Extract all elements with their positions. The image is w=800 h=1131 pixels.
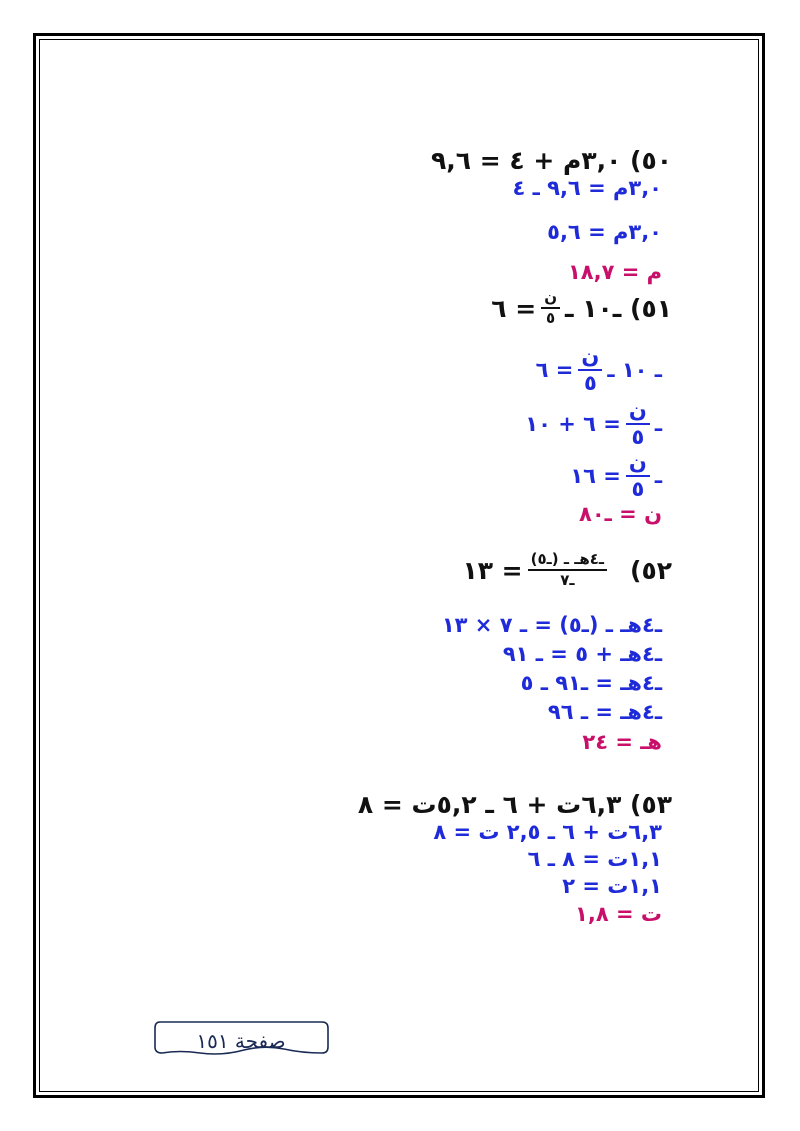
- problem-53-step-1: ٦,٣ت + ٦ ـ ٢,٥ ت = ٨: [433, 820, 662, 844]
- step-rhs: = ٦: [535, 358, 574, 382]
- problem-52-label: ٥٢): [630, 555, 672, 585]
- problem-52-answer: هـ = ٢٤: [582, 730, 662, 754]
- fraction-numerator: ن: [581, 344, 600, 368]
- problem-51-question: [491, 290, 672, 326]
- step-lhs: ـ: [654, 464, 662, 488]
- problem-50-step-1: ٣,٠م = ٩,٦ ـ ٤: [512, 176, 662, 200]
- problem-53-step-3: ١,١ت = ٢: [562, 874, 662, 898]
- step-fraction: [578, 346, 602, 394]
- page-label-text: صفحة ١٥١: [196, 1029, 286, 1053]
- fraction-denominator: ٥: [631, 425, 645, 449]
- fraction-numerator: ـ٤هـ ـ (ـ٥): [530, 550, 605, 568]
- problem-51-question-rhs: = ٦: [491, 293, 537, 323]
- step-lhs: ـ: [654, 412, 662, 436]
- problem-52-question-rhs: = ١٣: [462, 555, 523, 585]
- problem-53-question: ٥٣) ٦,٣ت + ٦ ـ ٥,٢ت = ٨: [357, 790, 672, 819]
- problem-52-step-1: ـ٤هـ ـ (ـ٥) = ـ ٧ × ١٣: [441, 613, 662, 637]
- problem-51-step-2: [525, 400, 662, 448]
- problem-50-answer: م = ١٨,٧: [567, 260, 662, 284]
- step-rhs: = ٦ + ١٠: [525, 412, 621, 436]
- step-lhs: ـ ١٠ ـ: [607, 358, 662, 382]
- step-fraction: [626, 400, 650, 448]
- problem-50-question: ٥٠) ٣,٠م + ٤ = ٩,٦: [430, 146, 672, 175]
- fraction-numerator: ن: [628, 398, 647, 422]
- fraction-denominator: ـ٧: [560, 571, 575, 589]
- problem-51-step-3: [570, 452, 662, 500]
- problem-52-question-fraction: [528, 552, 607, 588]
- problem-53-answer: ت = ١,٨: [575, 902, 662, 926]
- fraction-denominator: ٥: [583, 371, 597, 395]
- step-rhs: = ١٦: [570, 464, 621, 488]
- fraction-denominator: ٥: [631, 477, 645, 501]
- page-number-label: [152, 1019, 330, 1059]
- problem-52-question: [462, 552, 672, 588]
- step-fraction: [626, 452, 650, 500]
- fraction-denominator: ٥: [546, 309, 556, 327]
- problem-52-step-4: ـ٤هـ = ـ ٩٦: [547, 700, 662, 724]
- problem-52-step-3: ـ٤هـ = ـ٩١ ـ ٥: [520, 671, 662, 695]
- problem-50-step-2: ٣,٠م = ٥,٦: [547, 220, 662, 244]
- fraction-numerator: ن: [628, 450, 647, 474]
- problem-51-step-1: [536, 346, 662, 394]
- problem-51-question-fraction: [541, 290, 560, 326]
- problem-51-question-lhs: ٥١) ـ١٠ ـ: [565, 293, 672, 323]
- problem-51-answer: ن = ـ٨٠: [579, 502, 662, 526]
- problem-53-step-2: ١,١ت = ٨ ـ ٦: [527, 847, 662, 871]
- fraction-numerator: ن: [544, 288, 557, 306]
- problem-52-step-2: ـ٤هـ + ٥ = ـ ٩١: [502, 642, 662, 666]
